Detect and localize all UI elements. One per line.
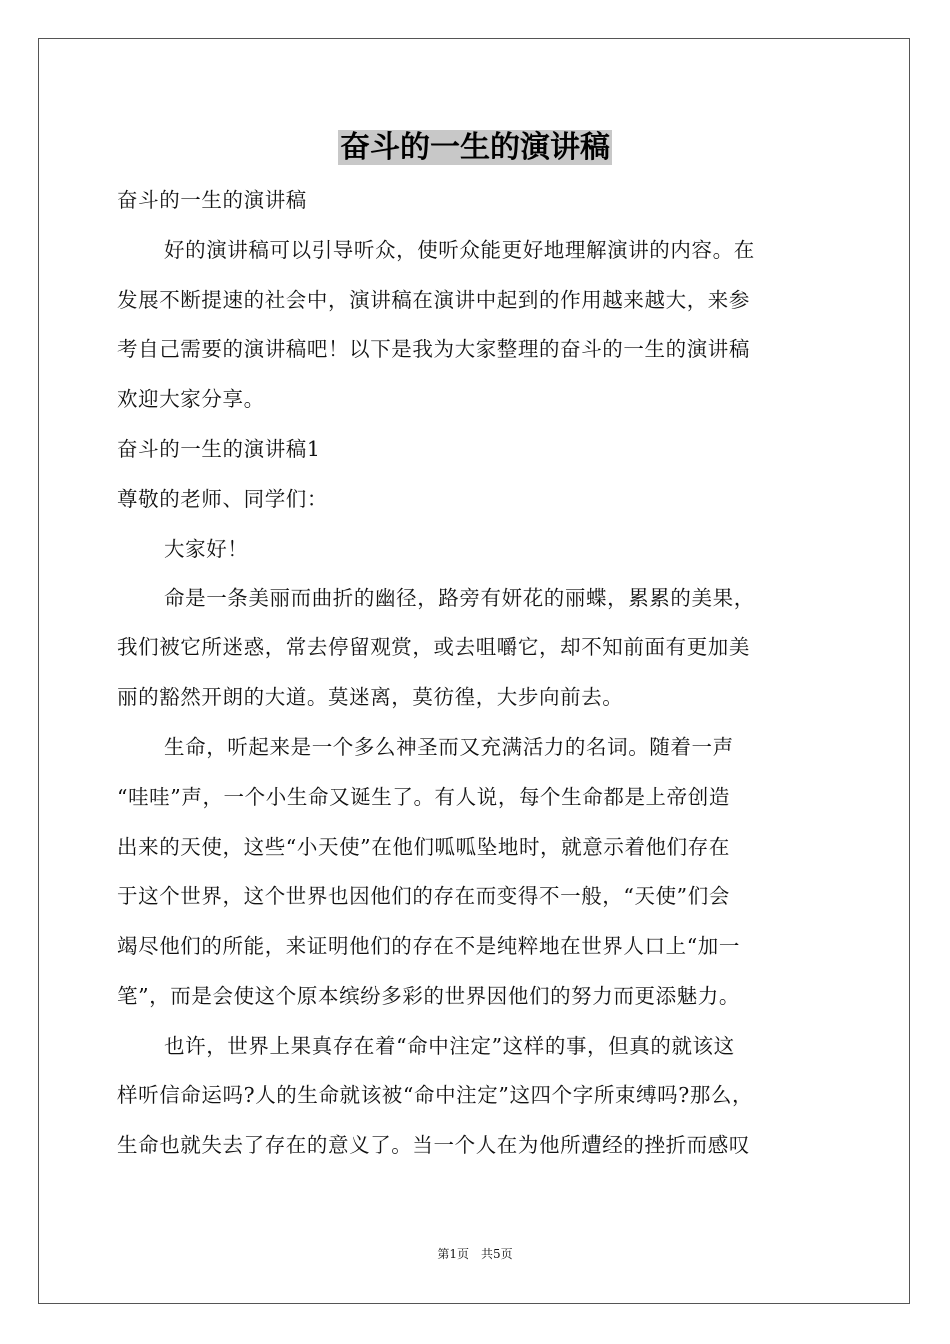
page-border — [38, 38, 910, 1304]
paragraph-line: 笔”，而是会使这个原本缤纷多彩的世界因他们的努力而更添魅力。 — [117, 984, 740, 1008]
paragraph-line: 于这个世界，这个世界也因他们的存在而变得不一般，“天使”们会 — [117, 884, 730, 908]
section-heading: 奋斗的一生的演讲稿1 — [117, 437, 321, 461]
document-title-text: 奋斗的一生的演讲稿 — [340, 130, 610, 165]
paragraph-line: 竭尽他们的所能，来证明他们的存在不是纯粹地在世界人口上“加一 — [117, 934, 740, 958]
page-footer: 第1页 共5页 — [437, 1247, 513, 1261]
paragraph-line: 生命也就失去了存在的意义了。当一个人在为他所遭经的挫折而感叹 — [117, 1133, 750, 1157]
paragraph-line: 欢迎大家分享。 — [117, 387, 265, 411]
greeting-line: 大家好！ — [164, 537, 249, 561]
paragraph-line: 命是一条美丽而曲折的幽径，路旁有妍花的丽蝶，累累的美果， — [164, 586, 755, 610]
paragraph-line: 也许，世界上果真存在着“命中注定”这样的事，但真的就该这 — [164, 1034, 735, 1058]
paragraph-line: 样听信命运吗?人的生命就该被“命中注定”这四个字所束缚吗?那么， — [117, 1083, 754, 1107]
paragraph-line: 我们被它所迷惑，常去停留观赏，或去咀嚼它，却不知前面有更加美 — [117, 635, 750, 659]
paragraph-line: “哇哇”声，一个小生命又诞生了。有人说，每个生命都是上帝创造 — [117, 785, 730, 809]
paragraph-line: 丽的豁然开朗的大道。莫迷离，莫彷徨，大步向前去。 — [117, 685, 624, 709]
paragraph-line: 考自己需要的演讲稿吧！以下是我为大家整理的奋斗的一生的演讲稿 — [117, 337, 750, 361]
paragraph-line: 好的演讲稿可以引导听众，使听众能更好地理解演讲的内容。在 — [164, 238, 755, 262]
paragraph-line: 发展不断提速的社会中，演讲稿在演讲中起到的作用越来越大，来参 — [117, 288, 750, 312]
paragraph-line: 出来的天使，这些“小天使”在他们呱呱坠地时，就意示着他们存在 — [117, 835, 730, 859]
document-title — [0, 126, 950, 170]
salutation-line: 尊敬的老师、同学们： — [117, 487, 328, 511]
subtitle-line: 奋斗的一生的演讲稿 — [117, 188, 307, 212]
paragraph-line: 生命，听起来是一个多么神圣而又充满活力的名词。随着一声 — [164, 735, 734, 759]
